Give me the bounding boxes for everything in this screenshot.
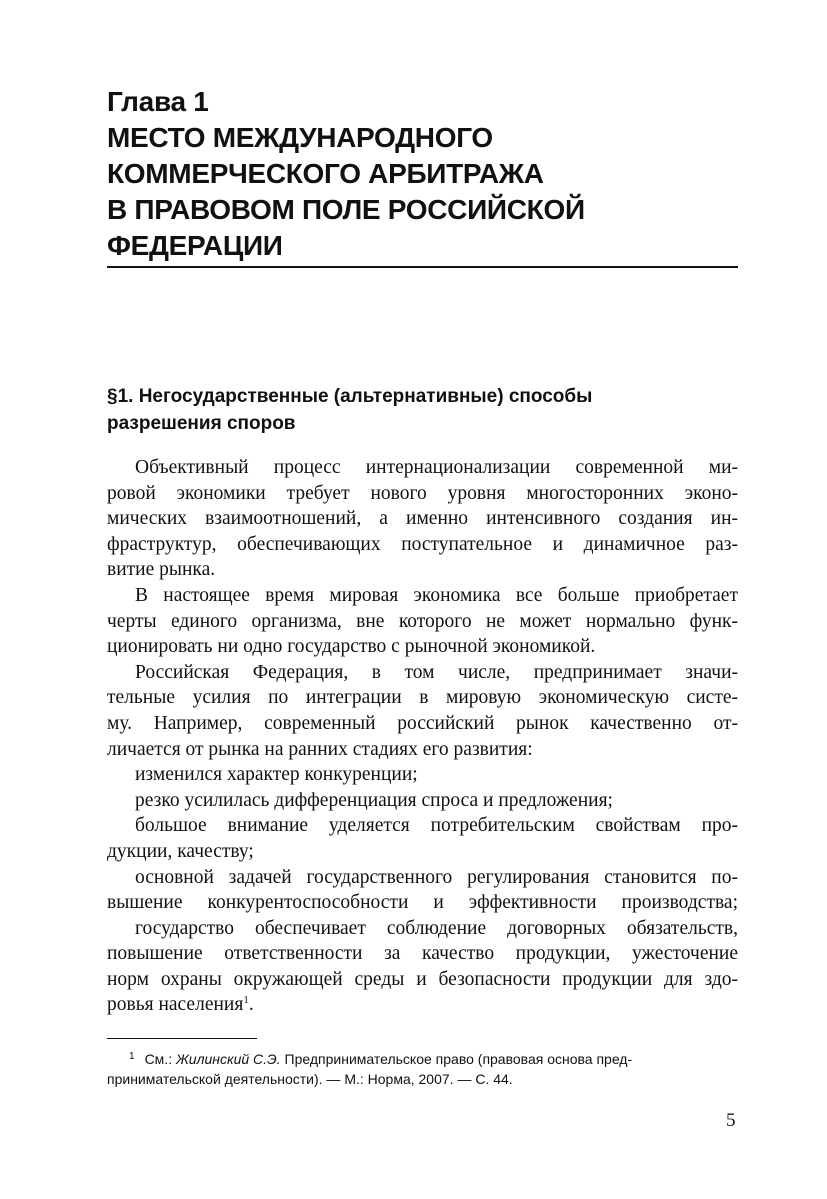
section-heading: [107, 383, 747, 437]
paragraph-3: [107, 660, 738, 762]
chapter-divider: [107, 266, 738, 268]
paragraph-2: [107, 583, 738, 660]
text-line: ровой экономики требует нового уровня многосторонних эконо-: [107, 482, 738, 504]
footnote-reference[interactable]: 1: [243, 994, 249, 1007]
list-item: [107, 865, 738, 916]
text-line: фраструктур, обеспечивающих поступательное и динамичное раз-: [107, 533, 738, 555]
text-line: тельные усилия по интеграции в мировую экономическую систе-: [107, 687, 738, 709]
text-line: Объективный процесс интернационализации современной ми-: [135, 457, 738, 478]
text-line: В настоящее время мировая экономика все больше приобретает: [135, 584, 738, 606]
chapter-title-line: ФЕДЕРАЦИИ: [107, 230, 283, 261]
footnote-line: [107, 1047, 738, 1069]
text-line: Российская Федерация, в том числе, предпринимает значи-: [135, 661, 738, 683]
chapter-title-line: КОММЕРЧЕСКОГО АРБИТРАЖА: [107, 158, 544, 189]
chapter-title-line: В ПРАВОВОМ ПОЛЕ РОССИЙСКОЙ: [107, 194, 585, 225]
text-fragment: .: [248, 994, 254, 1016]
paragraph-1: [107, 455, 738, 583]
footnote-text: Предпринимательское право (правовая основа пред-: [280, 1051, 633, 1067]
text-line: ционировать ни одно государство с рыночной экономикой.: [107, 636, 596, 658]
text-line: изменился характер конкуренции;: [135, 764, 418, 786]
chapter-label: Глава 1: [107, 86, 209, 117]
text-fragment: ровья населения: [107, 994, 244, 1016]
footnote-marker: 1: [129, 1051, 135, 1062]
text-line: витие рынка.: [107, 559, 216, 581]
text-line: вышение конкурентоспособности и эффективности производства;: [107, 892, 738, 914]
list-item: [107, 762, 738, 788]
footnote-author: Жилинский С.Э.: [175, 1051, 281, 1067]
text-line: [107, 992, 738, 1018]
text-line: большое внимание уделяется потребительским свойствам про-: [135, 815, 738, 837]
footnote-line: принимательской деятельности). — М.: Норма, 2007. — С. 44.: [107, 1071, 513, 1087]
text-line: основной задачей государственного регулирования становится по-: [135, 866, 738, 888]
list-item: [107, 813, 738, 864]
text-line: дукции, качеству;: [107, 840, 254, 862]
body-text: [107, 455, 738, 1018]
page-number: 5: [726, 1110, 736, 1131]
section-title-line: разрешения споров: [107, 413, 296, 434]
text-line: личается от рынка на ранних стадиях его развития:: [107, 738, 533, 760]
text-line: повышение ответственности за качество продукции, ужесточение: [107, 943, 738, 965]
text-line: черты единого организма, вне которого не может нормально функ-: [107, 610, 738, 632]
text-line: норм охраны окружающей среды и безопасности продукции для здо-: [107, 968, 738, 990]
chapter-title-line: МЕСТО МЕЖДУНАРОДНОГО: [107, 122, 493, 153]
footnote-prefix: См.:: [144, 1051, 176, 1067]
section-title-line: §1. Негосударственные (альтернативные) способы: [107, 386, 593, 407]
text-line: государство обеспечивает соблюдение договорных обязательств,: [135, 917, 738, 939]
text-line: резко усилилась дифференциация спроса и предложения;: [135, 789, 613, 811]
footnote: [107, 1047, 738, 1089]
text-line: му. Например, современный российский рынок качественно от-: [107, 712, 738, 734]
list-item: [107, 916, 738, 1018]
chapter-heading: [107, 84, 747, 264]
text-line: мических взаимоотношений, а именно интенсивного создания ин-: [107, 508, 738, 530]
footnote-divider: [107, 1038, 257, 1039]
list-item: [107, 788, 738, 814]
